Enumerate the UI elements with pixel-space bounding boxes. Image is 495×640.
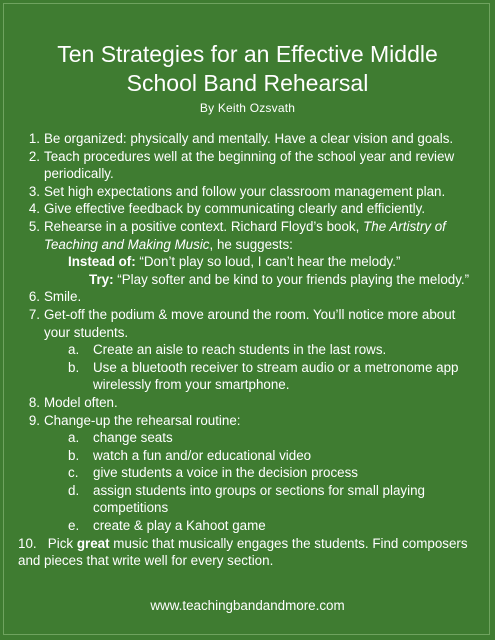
item-number: 10. [18, 535, 37, 551]
sub-letter: a. [68, 342, 80, 358]
title-line-2: School Band Rehearsal [126, 70, 369, 96]
sub-item [18, 517, 480, 535]
sub-letter: c. [68, 465, 79, 481]
sub-letter: b. [68, 359, 80, 375]
sub-letter: e. [68, 518, 80, 534]
list-item [18, 218, 480, 253]
sub-letter: d. [68, 482, 80, 498]
item-text: Model often. [44, 394, 118, 410]
item-number: 6. [28, 289, 40, 305]
list-item [18, 200, 480, 218]
item-text: Set high expectations and follow your classroom management plan. [44, 183, 446, 199]
item-text: Pick [47, 535, 77, 551]
title-line-1: Ten Strategies for an Effective Middle [57, 41, 438, 67]
quote-text: “Play softer and be kind to your friends playing the melody.” [113, 271, 470, 287]
sub-letter: b. [68, 447, 80, 463]
item-text: Get-off the podium & move around the room. You’ll notice more about your students. [44, 306, 456, 340]
list-item [18, 412, 480, 430]
sub-text: change seats [93, 430, 173, 446]
sub-text: create & play a Kahoot game [93, 518, 266, 534]
item-text: music that musically engages the students. Find composers and pieces that write well for every section. [18, 535, 468, 569]
list-item [18, 288, 480, 306]
sub-item [18, 341, 480, 359]
sub-item [18, 429, 480, 447]
strategy-list [18, 130, 480, 570]
sub-text: watch a fun and/or educational video [93, 447, 312, 463]
website-url: www.teachingbandandmore.com [150, 598, 345, 613]
quote-label: Try: [89, 271, 114, 287]
book-title: The Artistry of Teaching and Making Music [44, 218, 446, 252]
item-number: 8. [28, 394, 40, 410]
sub-text: give students a voice in the decision process [93, 465, 358, 481]
sub-item [18, 464, 480, 482]
byline: By Keith Ozsvath [199, 101, 296, 115]
sub-text: Create an aisle to reach students in the last rows. [93, 342, 387, 358]
sub-item [18, 447, 480, 465]
list-item [18, 535, 480, 570]
item-text: Change-up the rehearsal routine: [44, 412, 241, 428]
item-text: , he suggests: [209, 236, 293, 252]
sub-letter: a. [68, 430, 80, 446]
item-number: 3. [28, 183, 40, 199]
quote-try [18, 271, 480, 289]
list-item [18, 148, 480, 183]
item-text: Be organized: physically and mentally. Have a clear vision and goals. [44, 131, 454, 146]
emphasis-text: great [76, 535, 110, 551]
item-number: 4. [28, 201, 40, 217]
sub-item [18, 482, 480, 517]
sub-item [18, 359, 480, 394]
item-number: 5. [28, 218, 40, 234]
quote-label: Instead of: [68, 254, 136, 270]
list-item [18, 306, 480, 341]
item-text: Smile. [44, 289, 82, 305]
list-item [18, 394, 480, 412]
quote-instead [18, 253, 480, 271]
item-number: 7. [28, 306, 40, 322]
item-number: 2. [28, 148, 40, 164]
sub-text: Use a bluetooth receiver to stream audio or a metronome app wirelessly from your smartphone. [93, 359, 459, 393]
list-item [18, 130, 480, 148]
document-title [0, 40, 495, 98]
item-text: Give effective feedback by communicating clearly and efficiently. [44, 201, 426, 217]
list-item [18, 183, 480, 201]
item-text: Rehearse in a positive context. Richard Floyd’s book, [44, 218, 364, 234]
item-text: Teach procedures well at the beginning of the school year and review periodically. [44, 148, 455, 182]
item-number: 1. [28, 131, 40, 146]
item-number: 9. [28, 412, 40, 428]
sub-text: assign students into groups or sections for small playing competitions [93, 482, 425, 516]
quote-text: “Don’t play so loud, I can’t hear the melody.” [135, 254, 401, 270]
